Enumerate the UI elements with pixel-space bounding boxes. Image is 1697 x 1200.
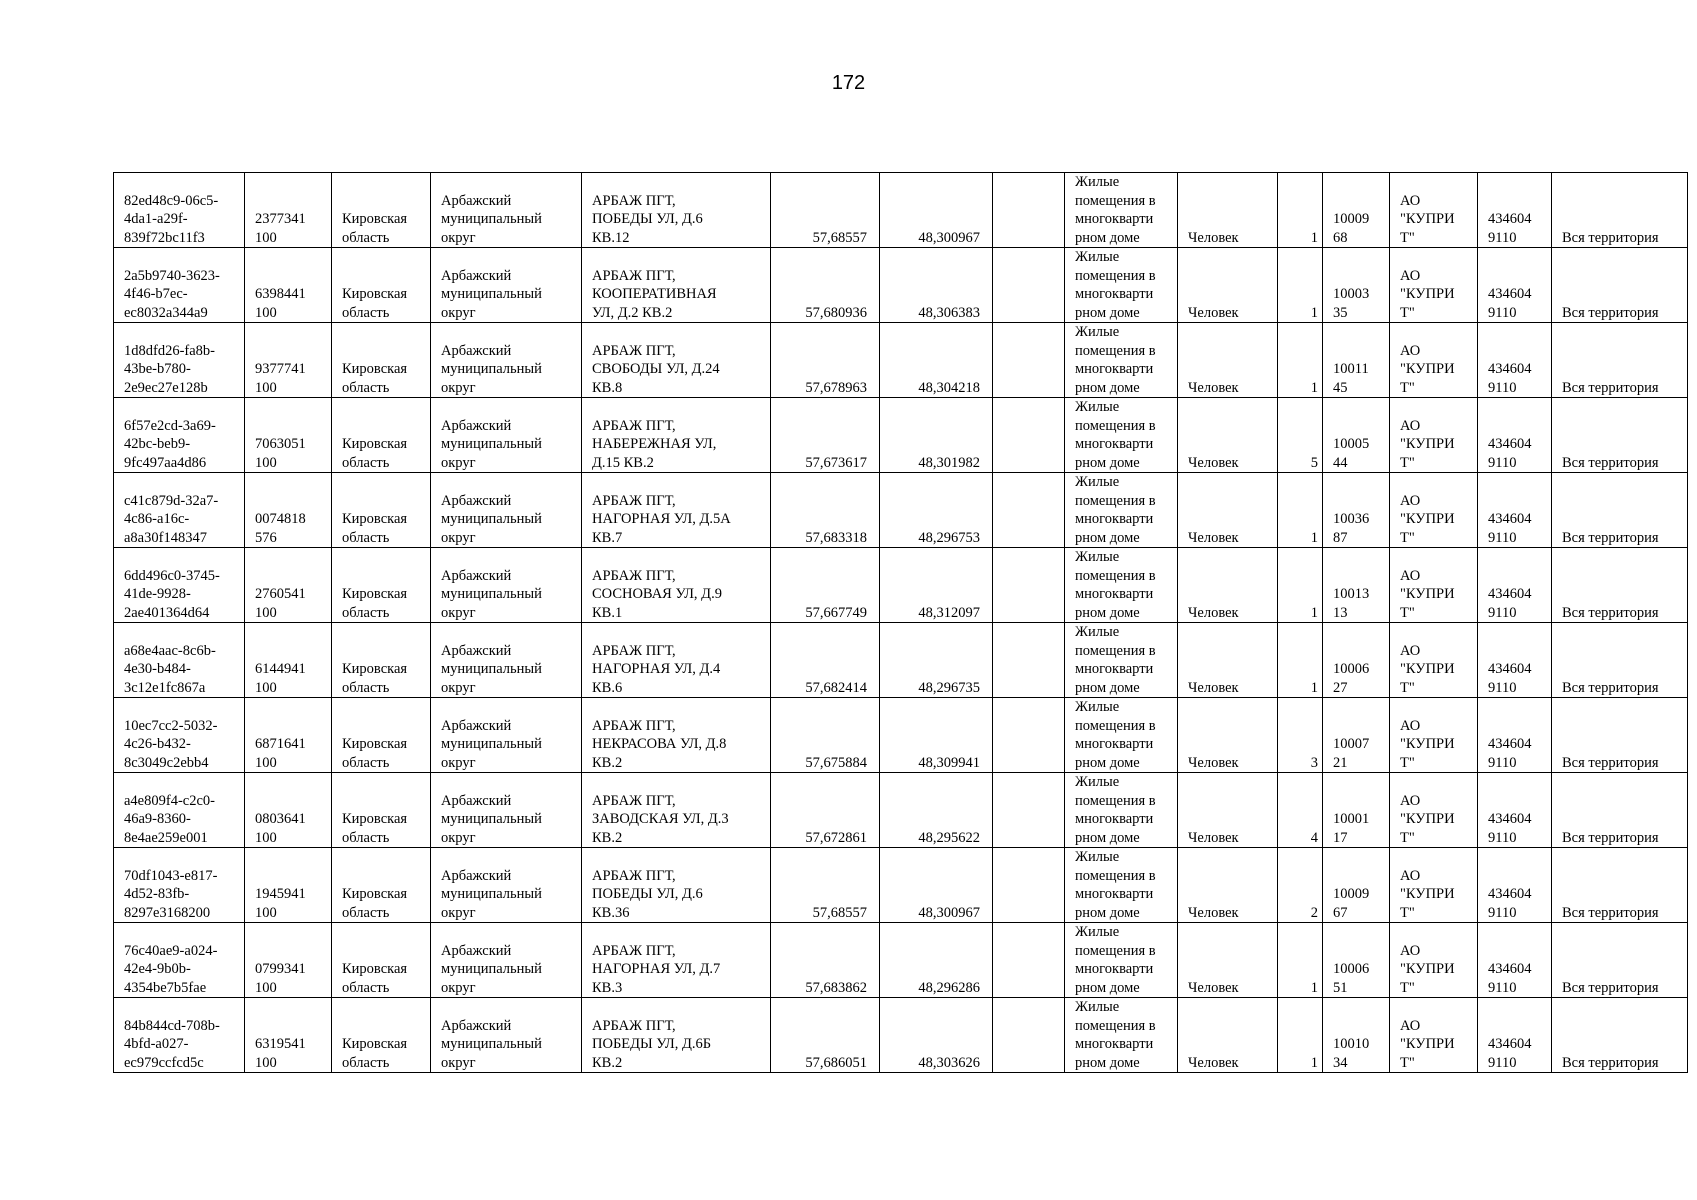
table-row — [114, 623, 1688, 698]
cell-empty — [993, 848, 1065, 923]
cell-longitude: 48,303626 — [880, 998, 993, 1073]
cell-id: 70df1043-e817- 4d52-83fb- 8297e3168200 — [114, 848, 245, 923]
cell-territory: Вся территория — [1552, 473, 1688, 548]
cell-empty — [993, 473, 1065, 548]
cell-quantity: 1 — [1278, 923, 1323, 998]
cell-id: 6dd496c0-3745- 41de-9928- 2ae401364d64 — [114, 548, 245, 623]
cell-district: Арбажский муниципальный округ — [431, 848, 582, 923]
cell-id: 76c40ae9-a024- 42e4-9b0b- 4354be7b5fae — [114, 923, 245, 998]
cell-address: АРБАЖ ПГТ, НЕКРАСОВА УЛ, Д.8 КВ.2 — [582, 698, 771, 773]
table-row — [114, 398, 1688, 473]
cell-empty — [993, 173, 1065, 248]
cell-longitude: 48,312097 — [880, 548, 993, 623]
cell-district: Арбажский муниципальный округ — [431, 398, 582, 473]
cell-account: 10005 44 — [1323, 398, 1390, 473]
cell-territory: Вся территория — [1552, 623, 1688, 698]
cell-object-type: Жилые помещения в многокварти рном доме — [1065, 998, 1178, 1073]
cell-inn: 434604 9110 — [1478, 323, 1552, 398]
cell-organization: АО "КУПРИ Т" — [1390, 398, 1478, 473]
cell-id: 2a5b9740-3623- 4f46-b7ec- ec8032a344a9 — [114, 248, 245, 323]
cell-inn: 434604 9110 — [1478, 548, 1552, 623]
cell-district: Арбажский муниципальный округ — [431, 323, 582, 398]
cell-region: Кировская область — [332, 848, 431, 923]
cell-latitude: 57,686051 — [771, 998, 880, 1073]
cell-code: 2377341 100 — [245, 173, 332, 248]
cell-unit: Человек — [1178, 923, 1278, 998]
cell-inn: 434604 9110 — [1478, 173, 1552, 248]
cell-region: Кировская область — [332, 248, 431, 323]
cell-unit: Человек — [1178, 623, 1278, 698]
cell-inn: 434604 9110 — [1478, 848, 1552, 923]
cell-empty — [993, 623, 1065, 698]
table-row — [114, 248, 1688, 323]
cell-quantity: 1 — [1278, 248, 1323, 323]
table-row — [114, 548, 1688, 623]
cell-district: Арбажский муниципальный округ — [431, 248, 582, 323]
cell-longitude: 48,296735 — [880, 623, 993, 698]
cell-object-type: Жилые помещения в многокварти рном доме — [1065, 848, 1178, 923]
cell-latitude: 57,667749 — [771, 548, 880, 623]
cell-territory: Вся территория — [1552, 923, 1688, 998]
registry-body — [114, 173, 1688, 1073]
cell-code: 0803641 100 — [245, 773, 332, 848]
cell-code: 9377741 100 — [245, 323, 332, 398]
cell-longitude: 48,295622 — [880, 773, 993, 848]
cell-organization: АО "КУПРИ Т" — [1390, 173, 1478, 248]
cell-empty — [993, 248, 1065, 323]
cell-unit: Человек — [1178, 548, 1278, 623]
cell-address: АРБАЖ ПГТ, ПОБЕДЫ УЛ, Д.6 КВ.36 — [582, 848, 771, 923]
cell-id: c41c879d-32a7- 4c86-a16c- a8a30f148347 — [114, 473, 245, 548]
cell-object-type: Жилые помещения в многокварти рном доме — [1065, 548, 1178, 623]
cell-inn: 434604 9110 — [1478, 398, 1552, 473]
cell-region: Кировская область — [332, 323, 431, 398]
cell-longitude: 48,301982 — [880, 398, 993, 473]
cell-unit: Человек — [1178, 773, 1278, 848]
cell-account: 10009 68 — [1323, 173, 1390, 248]
cell-latitude: 57,675884 — [771, 698, 880, 773]
table-row — [114, 923, 1688, 998]
cell-district: Арбажский муниципальный округ — [431, 998, 582, 1073]
cell-latitude: 57,672861 — [771, 773, 880, 848]
cell-object-type: Жилые помещения в многокварти рном доме — [1065, 398, 1178, 473]
cell-district: Арбажский муниципальный округ — [431, 473, 582, 548]
cell-address: АРБАЖ ПГТ, ПОБЕДЫ УЛ, Д.6 КВ.12 — [582, 173, 771, 248]
cell-organization: АО "КУПРИ Т" — [1390, 323, 1478, 398]
cell-address: АРБАЖ ПГТ, ПОБЕДЫ УЛ, Д.6Б КВ.2 — [582, 998, 771, 1073]
cell-longitude: 48,304218 — [880, 323, 993, 398]
cell-object-type: Жилые помещения в многокварти рном доме — [1065, 773, 1178, 848]
cell-territory: Вся территория — [1552, 998, 1688, 1073]
cell-quantity: 4 — [1278, 773, 1323, 848]
cell-district: Арбажский муниципальный округ — [431, 698, 582, 773]
cell-inn: 434604 9110 — [1478, 248, 1552, 323]
cell-empty — [993, 323, 1065, 398]
cell-address: АРБАЖ ПГТ, СВОБОДЫ УЛ, Д.24 КВ.8 — [582, 323, 771, 398]
cell-territory: Вся территория — [1552, 698, 1688, 773]
cell-inn: 434604 9110 — [1478, 623, 1552, 698]
cell-longitude: 48,309941 — [880, 698, 993, 773]
cell-account: 10007 21 — [1323, 698, 1390, 773]
cell-empty — [993, 548, 1065, 623]
cell-address: АРБАЖ ПГТ, НАГОРНАЯ УЛ, Д.7 КВ.3 — [582, 923, 771, 998]
cell-quantity: 1 — [1278, 473, 1323, 548]
cell-code: 6144941 100 — [245, 623, 332, 698]
cell-region: Кировская область — [332, 623, 431, 698]
page-number: 172 — [831, 72, 866, 94]
cell-object-type: Жилые помещения в многокварти рном доме — [1065, 923, 1178, 998]
cell-organization: АО "КУПРИ Т" — [1390, 998, 1478, 1073]
cell-code: 0799341 100 — [245, 923, 332, 998]
cell-territory: Вся территория — [1552, 248, 1688, 323]
cell-latitude: 57,68557 — [771, 848, 880, 923]
cell-address: АРБАЖ ПГТ, ЗАВОДСКАЯ УЛ, Д.3 КВ.2 — [582, 773, 771, 848]
cell-region: Кировская область — [332, 548, 431, 623]
cell-latitude: 57,680936 — [771, 248, 880, 323]
cell-quantity: 2 — [1278, 848, 1323, 923]
cell-id: 10ec7cc2-5032- 4c26-b432- 8c3049c2ebb4 — [114, 698, 245, 773]
cell-code: 1945941 100 — [245, 848, 332, 923]
cell-longitude: 48,300967 — [880, 848, 993, 923]
cell-territory: Вся территория — [1552, 173, 1688, 248]
cell-latitude: 57,683862 — [771, 923, 880, 998]
table-row — [114, 473, 1688, 548]
cell-organization: АО "КУПРИ Т" — [1390, 623, 1478, 698]
cell-code: 6871641 100 — [245, 698, 332, 773]
table-row — [114, 323, 1688, 398]
cell-quantity: 1 — [1278, 998, 1323, 1073]
cell-object-type: Жилые помещения в многокварти рном доме — [1065, 698, 1178, 773]
cell-id: 82ed48c9-06c5- 4da1-a29f- 839f72bc11f3 — [114, 173, 245, 248]
cell-latitude: 57,678963 — [771, 323, 880, 398]
cell-account: 10036 87 — [1323, 473, 1390, 548]
cell-code: 7063051 100 — [245, 398, 332, 473]
cell-empty — [993, 698, 1065, 773]
cell-territory: Вся территория — [1552, 398, 1688, 473]
cell-longitude: 48,296753 — [880, 473, 993, 548]
cell-territory: Вся территория — [1552, 773, 1688, 848]
cell-account: 10009 67 — [1323, 848, 1390, 923]
cell-account: 10006 51 — [1323, 923, 1390, 998]
cell-district: Арбажский муниципальный округ — [431, 173, 582, 248]
cell-quantity: 1 — [1278, 623, 1323, 698]
cell-unit: Человек — [1178, 848, 1278, 923]
cell-district: Арбажский муниципальный округ — [431, 548, 582, 623]
cell-address: АРБАЖ ПГТ, СОСНОВАЯ УЛ, Д.9 КВ.1 — [582, 548, 771, 623]
cell-empty — [993, 923, 1065, 998]
cell-latitude: 57,682414 — [771, 623, 880, 698]
table-row — [114, 698, 1688, 773]
cell-quantity: 1 — [1278, 323, 1323, 398]
cell-unit: Человек — [1178, 998, 1278, 1073]
cell-account: 10010 34 — [1323, 998, 1390, 1073]
cell-latitude: 57,68557 — [771, 173, 880, 248]
cell-latitude: 57,683318 — [771, 473, 880, 548]
cell-empty — [993, 773, 1065, 848]
cell-object-type: Жилые помещения в многокварти рном доме — [1065, 473, 1178, 548]
cell-longitude: 48,306383 — [880, 248, 993, 323]
cell-inn: 434604 9110 — [1478, 923, 1552, 998]
cell-longitude: 48,296286 — [880, 923, 993, 998]
cell-region: Кировская область — [332, 923, 431, 998]
cell-inn: 434604 9110 — [1478, 698, 1552, 773]
cell-inn: 434604 9110 — [1478, 998, 1552, 1073]
cell-unit: Человек — [1178, 323, 1278, 398]
cell-empty — [993, 398, 1065, 473]
cell-organization: АО "КУПРИ Т" — [1390, 698, 1478, 773]
cell-code: 6398441 100 — [245, 248, 332, 323]
cell-organization: АО "КУПРИ Т" — [1390, 923, 1478, 998]
table-row — [114, 773, 1688, 848]
cell-account: 10011 45 — [1323, 323, 1390, 398]
cell-code: 6319541 100 — [245, 998, 332, 1073]
cell-id: 6f57e2cd-3a69- 42bc-beb9- 9fc497aa4d86 — [114, 398, 245, 473]
cell-organization: АО "КУПРИ Т" — [1390, 773, 1478, 848]
cell-id: a68e4aac-8c6b- 4e30-b484- 3c12e1fc867a — [114, 623, 245, 698]
cell-inn: 434604 9110 — [1478, 473, 1552, 548]
cell-quantity: 3 — [1278, 698, 1323, 773]
cell-id: a4e809f4-c2c0- 46a9-8360- 8e4ae259e001 — [114, 773, 245, 848]
cell-object-type: Жилые помещения в многокварти рном доме — [1065, 173, 1178, 248]
cell-quantity: 5 — [1278, 398, 1323, 473]
cell-organization: АО "КУПРИ Т" — [1390, 473, 1478, 548]
table-row — [114, 173, 1688, 248]
cell-district: Арбажский муниципальный округ — [431, 623, 582, 698]
cell-code: 2760541 100 — [245, 548, 332, 623]
cell-unit: Человек — [1178, 173, 1278, 248]
cell-address: АРБАЖ ПГТ, НАБЕРЕЖНАЯ УЛ, Д.15 КВ.2 — [582, 398, 771, 473]
cell-quantity: 1 — [1278, 548, 1323, 623]
cell-unit: Человек — [1178, 248, 1278, 323]
cell-region: Кировская область — [332, 473, 431, 548]
cell-account: 10013 13 — [1323, 548, 1390, 623]
cell-address: АРБАЖ ПГТ, НАГОРНАЯ УЛ, Д.5А КВ.7 — [582, 473, 771, 548]
cell-code: 0074818 576 — [245, 473, 332, 548]
cell-territory: Вся территория — [1552, 848, 1688, 923]
cell-account: 10001 17 — [1323, 773, 1390, 848]
cell-id: 84b844cd-708b- 4bfd-a027- ec979ccfcd5c — [114, 998, 245, 1073]
cell-organization: АО "КУПРИ Т" — [1390, 848, 1478, 923]
cell-district: Арбажский муниципальный округ — [431, 773, 582, 848]
cell-organization: АО "КУПРИ Т" — [1390, 548, 1478, 623]
cell-district: Арбажский муниципальный округ — [431, 923, 582, 998]
cell-account: 10003 35 — [1323, 248, 1390, 323]
cell-region: Кировская область — [332, 773, 431, 848]
cell-quantity: 1 — [1278, 173, 1323, 248]
cell-region: Кировская область — [332, 398, 431, 473]
cell-unit: Человек — [1178, 473, 1278, 548]
cell-region: Кировская область — [332, 173, 431, 248]
cell-region: Кировская область — [332, 998, 431, 1073]
table-row — [114, 848, 1688, 923]
cell-longitude: 48,300967 — [880, 173, 993, 248]
cell-id: 1d8dfd26-fa8b- 43be-b780- 2e9ec27e128b — [114, 323, 245, 398]
cell-account: 10006 27 — [1323, 623, 1390, 698]
cell-address: АРБАЖ ПГТ, КООПЕРАТИВНАЯ УЛ, Д.2 КВ.2 — [582, 248, 771, 323]
cell-territory: Вся территория — [1552, 548, 1688, 623]
registry-table — [113, 172, 1688, 1073]
cell-territory: Вся территория — [1552, 323, 1688, 398]
cell-object-type: Жилые помещения в многокварти рном доме — [1065, 248, 1178, 323]
cell-unit: Человек — [1178, 698, 1278, 773]
cell-organization: АО "КУПРИ Т" — [1390, 248, 1478, 323]
cell-empty — [993, 998, 1065, 1073]
cell-object-type: Жилые помещения в многокварти рном доме — [1065, 623, 1178, 698]
table-row — [114, 998, 1688, 1073]
cell-unit: Человек — [1178, 398, 1278, 473]
cell-inn: 434604 9110 — [1478, 773, 1552, 848]
cell-object-type: Жилые помещения в многокварти рном доме — [1065, 323, 1178, 398]
cell-latitude: 57,673617 — [771, 398, 880, 473]
cell-region: Кировская область — [332, 698, 431, 773]
cell-address: АРБАЖ ПГТ, НАГОРНАЯ УЛ, Д.4 КВ.6 — [582, 623, 771, 698]
